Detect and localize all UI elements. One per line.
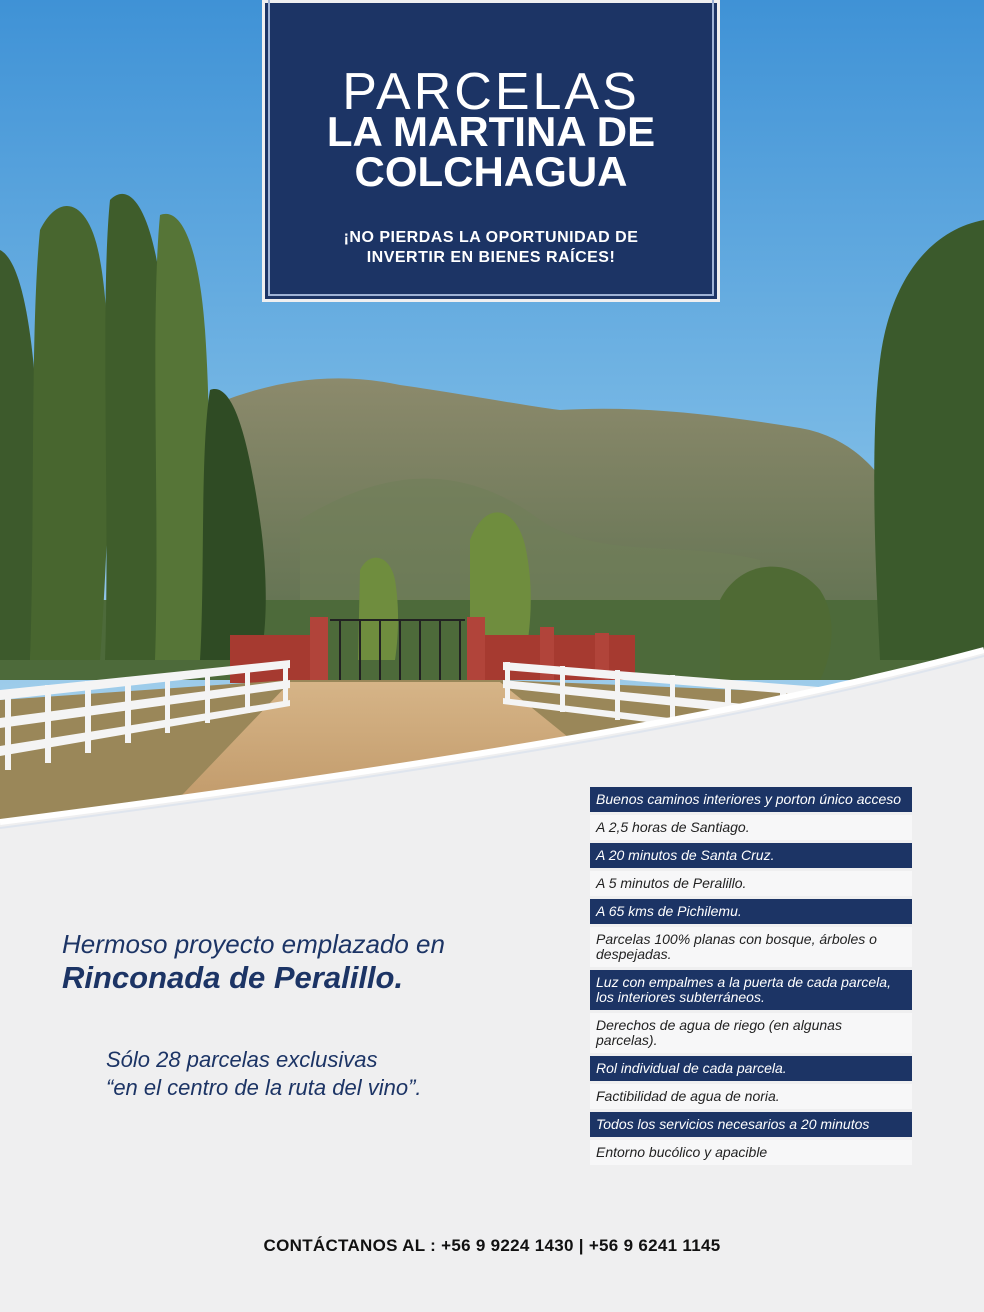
feature-item: A 20 minutos de Santa Cruz.	[590, 843, 912, 868]
feature-item: A 65 kms de Pichilemu.	[590, 899, 912, 924]
feature-item: Luz con empalmes a la puerta de cada parcela, los interiores subterráneos.	[590, 970, 912, 1010]
sub-text	[106, 1046, 422, 1102]
title-line-2: LA MARTINA DE	[326, 108, 656, 155]
lead-line-2: Rinconada de Peralillo.	[62, 960, 404, 995]
lead-line-1: Hermoso proyecto emplazado en	[62, 929, 445, 959]
feature-item: Entorno bucólico y apacible	[590, 1140, 912, 1165]
title-parcelas: PARCELAS	[342, 63, 640, 121]
feature-item: A 5 minutos de Peralillo.	[590, 871, 912, 896]
features-list	[590, 787, 912, 1168]
title-line-3: COLCHAGUA	[354, 148, 628, 195]
sub-line-1: Sólo 28 parcelas exclusivas	[106, 1047, 378, 1072]
tagline	[262, 228, 720, 268]
feature-item: Buenos caminos interiores y porton único acceso	[590, 787, 912, 812]
tagline-line-1: ¡NO PIERDAS LA OPORTUNIDAD DE	[343, 229, 639, 246]
feature-item: Todos los servicios necesarios a 20 minutos	[590, 1112, 912, 1137]
sub-line-2: “en el centro de la ruta del vino”.	[106, 1075, 422, 1100]
lead-text	[62, 928, 445, 996]
title-project-name	[262, 108, 720, 195]
feature-item: Parcelas 100% planas con bosque, árboles o despejadas.	[590, 927, 912, 967]
feature-item: Factibilidad de agua de noria.	[590, 1084, 912, 1109]
contact-line: CONTÁCTANOS AL : +56 9 9224 1430 | +56 9 6241 1145	[263, 1236, 721, 1255]
title-box	[262, 0, 720, 302]
tagline-line-2: INVERTIR EN BIENES RAÍCES!	[366, 249, 616, 266]
feature-item: Rol individual de cada parcela.	[590, 1056, 912, 1081]
feature-item: Derechos de agua de riego (en algunas parcelas).	[590, 1013, 912, 1053]
feature-item: A 2,5 horas de Santiago.	[590, 815, 912, 840]
